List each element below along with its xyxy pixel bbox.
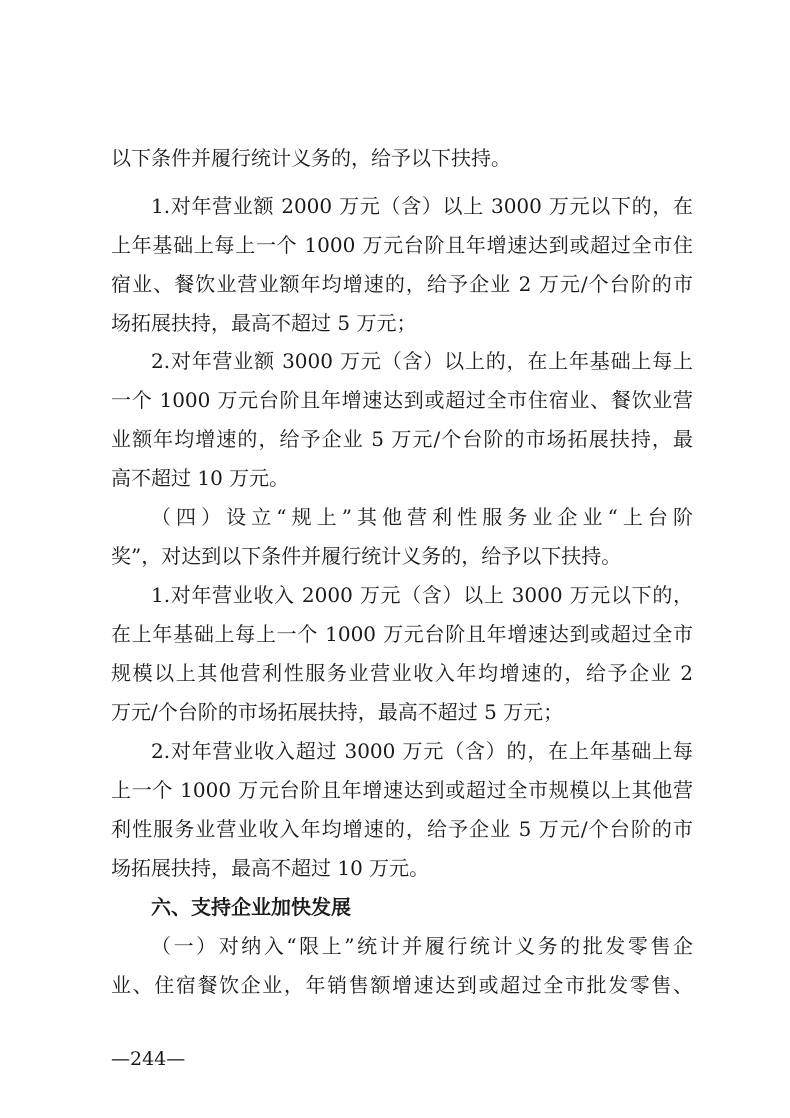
- text-line: 高不超过 10 万元。: [111, 466, 290, 490]
- text-line: 业、住宿餐饮企业，年销售额增速达到或超过全市批发零售、: [111, 973, 693, 997]
- text-line: （四）设立“规上”其他营利性服务业企业“上台阶: [151, 505, 693, 529]
- text-line: 2.对年营业额 3000 万元（含）以上的，在上年基础上每上: [151, 349, 693, 373]
- text-line: 宿业、餐饮业营业额年均增速的，给予企业 2 万元/个台阶的市: [111, 272, 693, 296]
- text-line: 场拓展扶持，最高不超过 10 万元。: [111, 856, 430, 880]
- section-heading: 六、支持企业加快发展: [151, 895, 351, 919]
- text-line: 场拓展扶持，最高不超过 5 万元；: [111, 311, 417, 335]
- text-line: 2.对年营业收入超过 3000 万元（含）的，在上年基础上每: [151, 739, 693, 763]
- text-line: 一个 1000 万元台阶且年增速达到或超过全市住宿业、餐饮业营: [111, 388, 693, 412]
- text-line: （一）对纳入“限上”统计并履行统计义务的批发零售企: [151, 934, 693, 958]
- text-line: 上一个 1000 万元台阶且年增速达到或超过全市规模以上其他营: [111, 778, 693, 802]
- page-number: —244—: [111, 1048, 186, 1070]
- text-line: 上年基础上每上一个 1000 万元台阶且年增速达到或超过全市住: [111, 233, 693, 257]
- text-line: 奖”，对达到以下条件并履行统计义务的，给予以下扶持。: [111, 544, 622, 568]
- text-line: 在上年基础上每上一个 1000 万元台阶且年增速达到或超过全市: [111, 622, 693, 646]
- text-line: 以下条件并履行统计义务的，给予以下扶持。: [111, 146, 511, 170]
- text-line: 规模以上其他营利性服务业营业收入年均增速的，给予企业 2: [111, 661, 693, 685]
- text-line: 利性服务业营业收入年均增速的，给予企业 5 万元/个台阶的市: [111, 817, 693, 841]
- text-line: 1.对年营业收入 2000 万元（含）以上 3000 万元以下的，: [151, 583, 693, 607]
- text-line: 万元/个台阶的市场拓展扶持，最高不超过 5 万元；: [111, 700, 564, 724]
- text-line: 1.对年营业额 2000 万元（含）以上 3000 万元以下的，在: [151, 194, 693, 218]
- text-line: 业额年均增速的，给予企业 5 万元/个台阶的市场拓展扶持，最: [111, 427, 693, 451]
